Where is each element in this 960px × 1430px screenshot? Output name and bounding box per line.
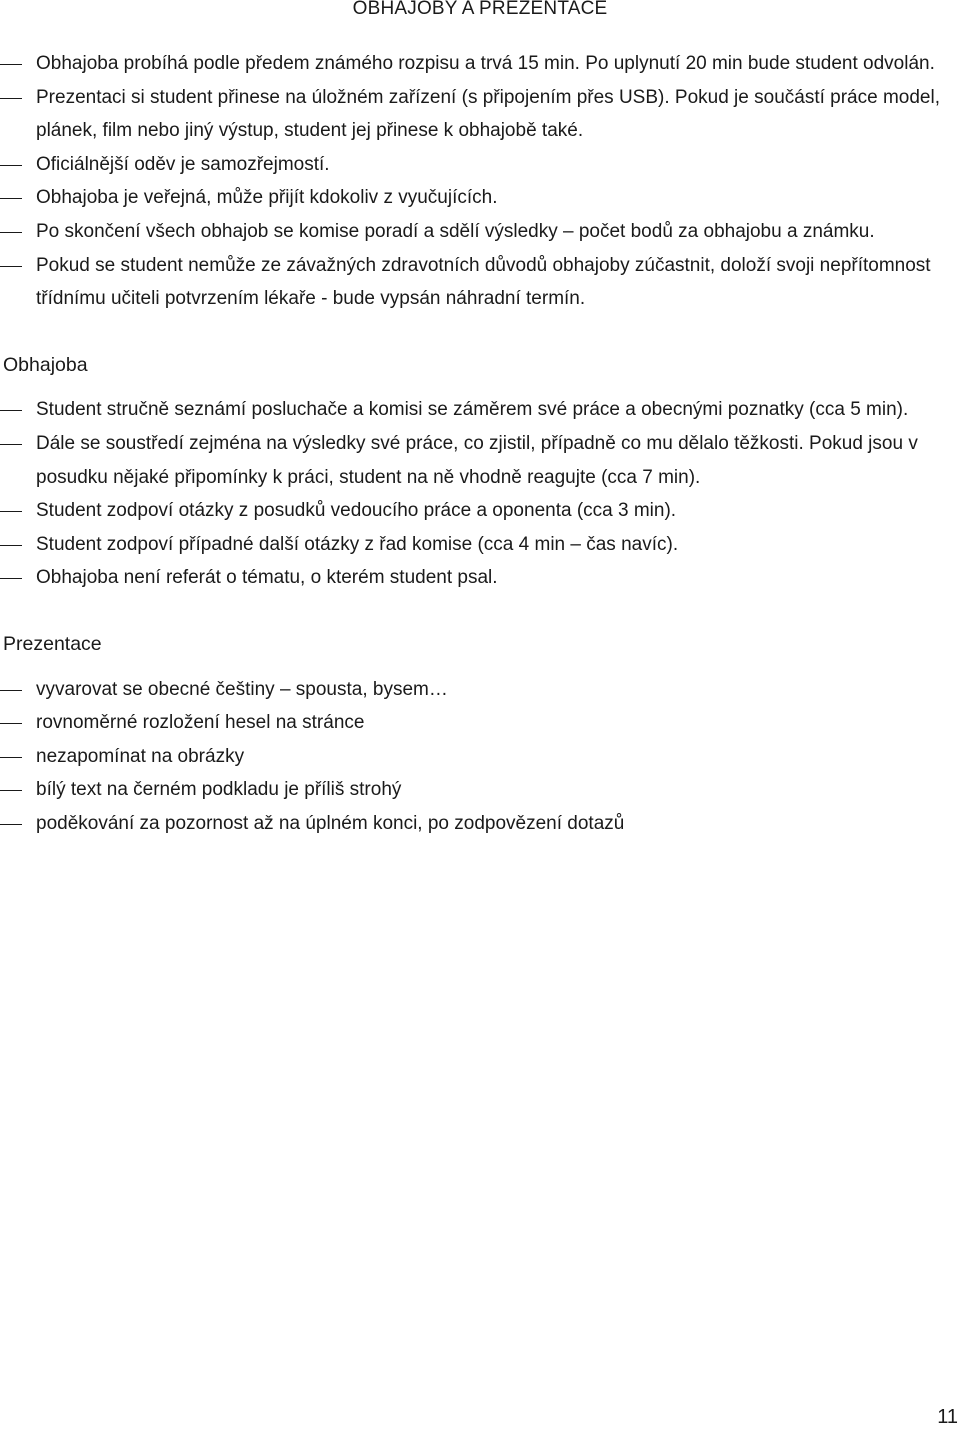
list-item-text: vyvarovat se obecné češtiny – spousta, bysem… bbox=[36, 678, 448, 700]
dash-bullet-icon bbox=[0, 578, 22, 579]
list-item bbox=[0, 528, 960, 562]
dash-bullet-icon bbox=[0, 723, 22, 724]
list-item bbox=[0, 427, 960, 494]
list-item-text: Student zodpoví otázky z posudků vedoucího práce a oponenta (cca 3 min). bbox=[36, 500, 677, 522]
list-item bbox=[0, 47, 960, 81]
list-item-text: Prezentaci si student přinese na úložném zařízení (s připojením přes USB). Pokud je součástí práce model, plánek, film nebo jiný výstup, student jej přinese k obhajobě také. bbox=[36, 86, 940, 142]
list-item-text: bílý text na černém podkladu je příliš strohý bbox=[36, 779, 402, 801]
list-item bbox=[0, 393, 960, 427]
dash-bullet-icon bbox=[0, 824, 22, 825]
dash-bullet-icon bbox=[0, 98, 22, 99]
section-heading-obhajoba: Obhajoba bbox=[3, 353, 88, 376]
dash-bullet-icon bbox=[0, 790, 22, 791]
list-item-text: Po skončení všech obhajob se komise poradí a sdělí výsledky – počet bodů za obhajobu a známku. bbox=[36, 220, 875, 242]
list-item bbox=[0, 807, 960, 841]
list-item-text: Pokud se student nemůže ze závažných zdravotních důvodů obhajoby zúčastnit, doloží svoji nepřítomnost třídnímu učiteli potvrzením lékaře - bude vypsán náhradní termín. bbox=[36, 254, 931, 310]
dash-bullet-icon bbox=[0, 232, 22, 233]
dash-bullet-icon bbox=[0, 266, 22, 267]
list-item-text: Obhajoba probíhá podle předem známého rozpisu a trvá 15 min. Po uplynutí 20 min bude student odvolán. bbox=[36, 53, 935, 74]
list-item bbox=[0, 706, 960, 740]
page-number: 11 bbox=[937, 1406, 958, 1428]
page-title: OBHAJOBY A PREZENTACE bbox=[352, 0, 608, 19]
list-item-text: Student stručně seznámí posluchače a komisi se záměrem své práce a obecnými poznatky (cca 5 min). bbox=[36, 399, 909, 421]
list-item-text: rovnoměrné rozložení hesel na stránce bbox=[36, 712, 365, 734]
prezentace-list bbox=[0, 673, 960, 841]
dash-bullet-icon bbox=[0, 64, 22, 65]
list-item bbox=[0, 773, 960, 807]
list-item-text: Student zodpoví případné další otázky z řad komise (cca 4 min – čas navíc). bbox=[36, 533, 679, 555]
obhajoba-list bbox=[0, 393, 960, 595]
list-item bbox=[0, 215, 960, 249]
list-item bbox=[0, 249, 960, 316]
dash-bullet-icon bbox=[0, 545, 22, 546]
list-item-text: Oficiálnější oděv je samozřejmostí. bbox=[36, 153, 330, 175]
list-item bbox=[0, 673, 960, 707]
dash-bullet-icon bbox=[0, 198, 22, 199]
list-item-text: nezapomínat na obrázky bbox=[36, 745, 245, 767]
list-item bbox=[0, 494, 960, 528]
section-heading-prezentace: Prezentace bbox=[3, 632, 102, 655]
list-item bbox=[0, 561, 960, 595]
list-item-text: Dále se soustředí zejména na výsledky své práce, co zjistil, případně co mu dělalo těžkosti. Pokud jsou v posudku nějaké připomínky k práci, student na ně vhodně reagujte (cca 7 min). bbox=[36, 432, 918, 488]
document-body bbox=[0, 47, 960, 840]
dash-bullet-icon bbox=[0, 690, 22, 691]
list-item bbox=[0, 740, 960, 774]
list-item bbox=[0, 148, 960, 182]
dash-bullet-icon bbox=[0, 511, 22, 512]
dash-bullet-icon bbox=[0, 757, 22, 758]
dash-bullet-icon bbox=[0, 165, 22, 166]
dash-bullet-icon bbox=[0, 410, 22, 411]
list-item-text: poděkování za pozornost až na úplném konci, po zodpovězení dotazů bbox=[36, 812, 625, 834]
list-item bbox=[0, 181, 960, 215]
dash-bullet-icon bbox=[0, 444, 22, 445]
list-item-text: Obhajoba je veřejná, může přijít kdokoliv z vyučujících. bbox=[36, 187, 498, 209]
list-item bbox=[0, 81, 960, 148]
intro-list bbox=[0, 47, 960, 316]
list-item-text: Obhajoba není referát o tématu, o kterém student psal. bbox=[36, 567, 498, 589]
